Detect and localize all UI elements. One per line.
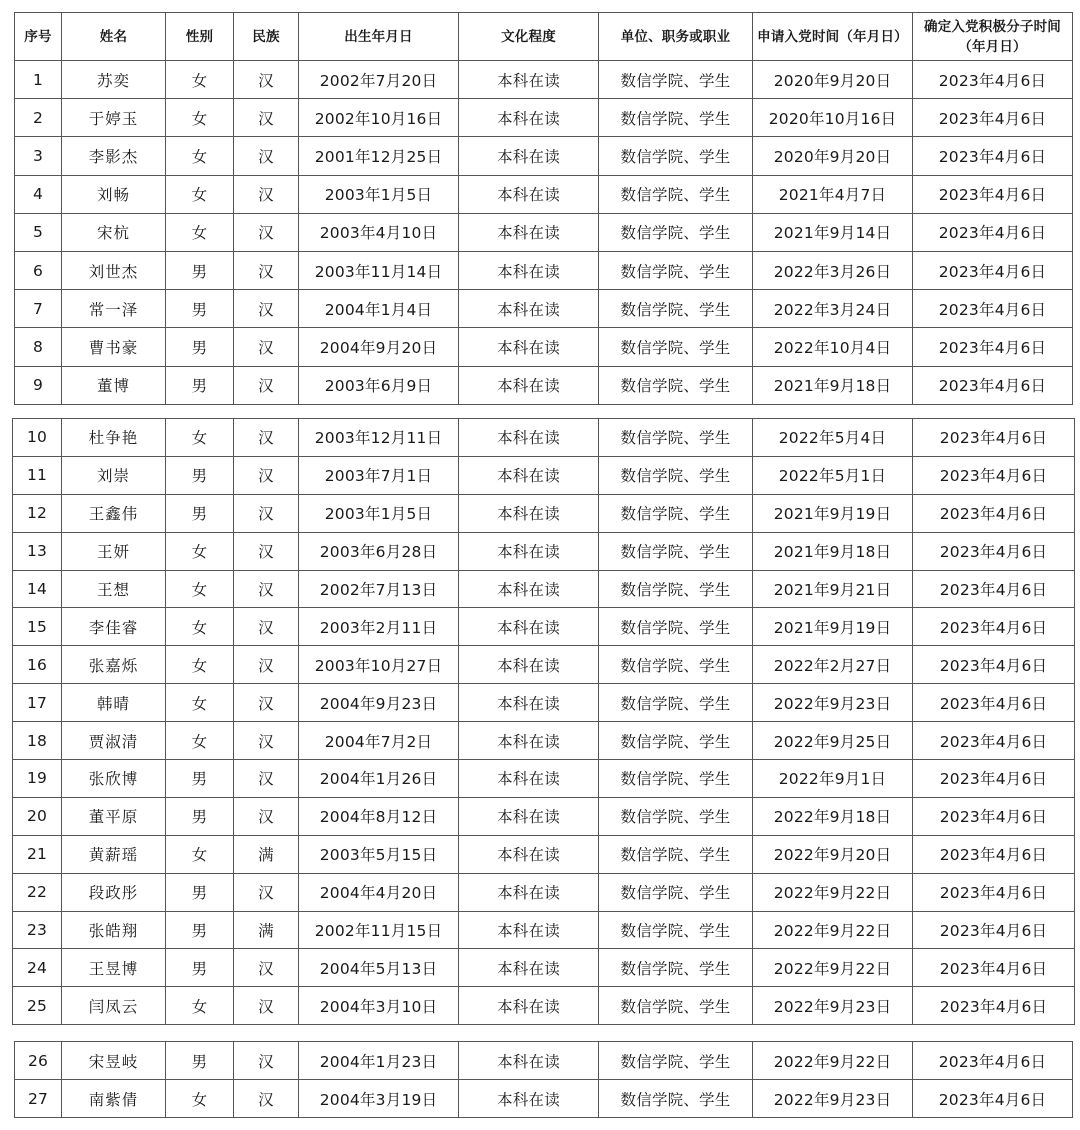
cell-gender: 男 — [166, 760, 234, 798]
cell-gender: 女 — [166, 608, 234, 646]
cell-education: 本科在读 — [459, 290, 599, 328]
cell-ethnicity: 汉 — [234, 61, 299, 99]
cell-activist-date: 2023年4月6日 — [913, 175, 1073, 213]
cell-education: 本科在读 — [459, 328, 599, 366]
cell-name: 刘畅 — [62, 175, 166, 213]
cell-birthdate: 2004年1月26日 — [299, 760, 459, 798]
cell-name: 闫凤云 — [62, 987, 166, 1025]
cell-gender: 男 — [166, 251, 234, 289]
cell-birthdate: 2004年4月20日 — [299, 873, 459, 911]
cell-gender: 男 — [166, 949, 234, 987]
cell-gender: 女 — [166, 61, 234, 99]
cell-gender: 男 — [166, 911, 234, 949]
cell-name: 宋昱岐 — [62, 1042, 166, 1080]
cell-ethnicity: 汉 — [234, 99, 299, 137]
cell-activist-date: 2023年4月6日 — [913, 61, 1073, 99]
cell-name: 李佳睿 — [62, 608, 166, 646]
cell-apply-date: 2021年9月21日 — [753, 570, 913, 608]
table-row — [15, 366, 1073, 404]
cell-birthdate: 2001年12月25日 — [299, 137, 459, 175]
cell-seq: 23 — [13, 911, 62, 949]
cell-apply-date: 2021年9月14日 — [753, 213, 913, 251]
cell-activist-date: 2023年4月6日 — [913, 213, 1073, 251]
cell-seq: 7 — [15, 290, 62, 328]
cell-gender: 男 — [166, 328, 234, 366]
header-gender: 性别 — [166, 13, 234, 61]
cell-gender: 女 — [166, 137, 234, 175]
cell-birthdate: 2003年1月5日 — [299, 494, 459, 532]
cell-unit: 数信学院、学生 — [599, 366, 753, 404]
cell-apply-date: 2022年10月4日 — [753, 328, 913, 366]
table-row — [13, 456, 1075, 494]
cell-unit: 数信学院、学生 — [599, 213, 753, 251]
cell-activist-date: 2023年4月6日 — [913, 290, 1073, 328]
cell-ethnicity: 满 — [234, 911, 299, 949]
table-row — [13, 949, 1075, 987]
cell-name: 李影杰 — [62, 137, 166, 175]
cell-activist-date: 2023年4月6日 — [913, 366, 1073, 404]
table-row — [15, 99, 1073, 137]
cell-education: 本科在读 — [459, 419, 599, 457]
cell-unit: 数信学院、学生 — [599, 494, 753, 532]
cell-ethnicity: 汉 — [234, 137, 299, 175]
cell-gender: 男 — [166, 1042, 234, 1080]
cell-education: 本科在读 — [459, 722, 599, 760]
cell-ethnicity: 汉 — [234, 1080, 299, 1118]
cell-unit: 数信学院、学生 — [599, 61, 753, 99]
cell-name: 张嘉烁 — [62, 646, 166, 684]
cell-unit: 数信学院、学生 — [599, 722, 753, 760]
cell-apply-date: 2022年9月23日 — [753, 1080, 913, 1118]
cell-gender: 男 — [166, 873, 234, 911]
cell-birthdate: 2004年8月12日 — [299, 797, 459, 835]
cell-gender: 男 — [166, 366, 234, 404]
cell-ethnicity: 汉 — [234, 646, 299, 684]
cell-unit: 数信学院、学生 — [599, 290, 753, 328]
table-row — [13, 494, 1075, 532]
cell-education: 本科在读 — [459, 99, 599, 137]
header-ethnicity: 民族 — [234, 13, 299, 61]
table-row — [15, 290, 1073, 328]
cell-name: 董平原 — [62, 797, 166, 835]
cell-seq: 2 — [15, 99, 62, 137]
cell-ethnicity: 汉 — [234, 873, 299, 911]
cell-apply-date: 2021年4月7日 — [753, 175, 913, 213]
table-row — [15, 1042, 1073, 1080]
cell-ethnicity: 汉 — [234, 290, 299, 328]
cell-activist-date: 2023年4月6日 — [913, 251, 1073, 289]
table-row — [15, 175, 1073, 213]
cell-education: 本科在读 — [459, 175, 599, 213]
cell-seq: 20 — [13, 797, 62, 835]
cell-seq: 6 — [15, 251, 62, 289]
cell-unit: 数信学院、学生 — [599, 873, 753, 911]
cell-birthdate: 2003年7月1日 — [299, 456, 459, 494]
table-part-2 — [12, 418, 1075, 1025]
cell-seq: 15 — [13, 608, 62, 646]
header-apply-date: 申请入党时间（年月日） — [753, 13, 913, 61]
cell-ethnicity: 汉 — [234, 570, 299, 608]
header-education: 文化程度 — [459, 13, 599, 61]
cell-unit: 数信学院、学生 — [599, 797, 753, 835]
cell-ethnicity: 汉 — [234, 608, 299, 646]
cell-activist-date: 2023年4月6日 — [913, 949, 1075, 987]
cell-apply-date: 2022年9月23日 — [753, 684, 913, 722]
cell-seq: 9 — [15, 366, 62, 404]
cell-apply-date: 2022年9月22日 — [753, 949, 913, 987]
cell-name: 王昱博 — [62, 949, 166, 987]
cell-birthdate: 2004年9月23日 — [299, 684, 459, 722]
cell-unit: 数信学院、学生 — [599, 1042, 753, 1080]
cell-apply-date: 2020年10月16日 — [753, 99, 913, 137]
cell-education: 本科在读 — [459, 684, 599, 722]
cell-unit: 数信学院、学生 — [599, 456, 753, 494]
cell-ethnicity: 汉 — [234, 722, 299, 760]
cell-education: 本科在读 — [459, 532, 599, 570]
cell-seq: 21 — [13, 835, 62, 873]
cell-ethnicity: 汉 — [234, 213, 299, 251]
cell-seq: 16 — [13, 646, 62, 684]
cell-birthdate: 2003年5月15日 — [299, 835, 459, 873]
cell-gender: 女 — [166, 570, 234, 608]
cell-ethnicity: 汉 — [234, 494, 299, 532]
table-row — [15, 251, 1073, 289]
cell-apply-date: 2021年9月19日 — [753, 608, 913, 646]
table-row — [15, 61, 1073, 99]
cell-unit: 数信学院、学生 — [599, 1080, 753, 1118]
cell-ethnicity: 汉 — [234, 760, 299, 798]
cell-apply-date: 2021年9月18日 — [753, 366, 913, 404]
cell-education: 本科在读 — [459, 570, 599, 608]
cell-seq: 26 — [15, 1042, 62, 1080]
cell-apply-date: 2022年9月18日 — [753, 797, 913, 835]
cell-seq: 1 — [15, 61, 62, 99]
header-activist-date: 确定入党积极分子时间（年月日） — [913, 13, 1073, 61]
cell-apply-date: 2020年9月20日 — [753, 61, 913, 99]
header-name: 姓名 — [62, 13, 166, 61]
cell-unit: 数信学院、学生 — [599, 99, 753, 137]
cell-name: 刘世杰 — [62, 251, 166, 289]
cell-activist-date: 2023年4月6日 — [913, 570, 1075, 608]
cell-unit: 数信学院、学生 — [599, 684, 753, 722]
cell-education: 本科在读 — [459, 1080, 599, 1118]
cell-birthdate: 2002年7月20日 — [299, 61, 459, 99]
cell-name: 刘崇 — [62, 456, 166, 494]
cell-birthdate: 2002年11月15日 — [299, 911, 459, 949]
cell-education: 本科在读 — [459, 797, 599, 835]
header-row — [15, 13, 1073, 61]
cell-ethnicity: 汉 — [234, 328, 299, 366]
table-row — [13, 570, 1075, 608]
cell-education: 本科在读 — [459, 760, 599, 798]
cell-birthdate: 2003年4月10日 — [299, 213, 459, 251]
cell-apply-date: 2021年9月19日 — [753, 494, 913, 532]
cell-ethnicity: 满 — [234, 835, 299, 873]
cell-activist-date: 2023年4月6日 — [913, 722, 1075, 760]
cell-apply-date: 2022年9月1日 — [753, 760, 913, 798]
cell-gender: 男 — [166, 494, 234, 532]
cell-seq: 12 — [13, 494, 62, 532]
cell-education: 本科在读 — [459, 366, 599, 404]
cell-activist-date: 2023年4月6日 — [913, 608, 1075, 646]
table-row — [15, 137, 1073, 175]
cell-apply-date: 2022年9月20日 — [753, 835, 913, 873]
cell-unit: 数信学院、学生 — [599, 760, 753, 798]
cell-apply-date: 2022年9月22日 — [753, 1042, 913, 1080]
table-row — [15, 213, 1073, 251]
cell-activist-date: 2023年4月6日 — [913, 1080, 1073, 1118]
cell-ethnicity: 汉 — [234, 366, 299, 404]
cell-unit: 数信学院、学生 — [599, 949, 753, 987]
cell-ethnicity: 汉 — [234, 456, 299, 494]
cell-ethnicity: 汉 — [234, 1042, 299, 1080]
cell-ethnicity: 汉 — [234, 987, 299, 1025]
cell-education: 本科在读 — [459, 494, 599, 532]
cell-apply-date: 2021年9月18日 — [753, 532, 913, 570]
cell-education: 本科在读 — [459, 873, 599, 911]
cell-ethnicity: 汉 — [234, 797, 299, 835]
cell-ethnicity: 汉 — [234, 251, 299, 289]
cell-apply-date: 2022年9月23日 — [753, 987, 913, 1025]
cell-activist-date: 2023年4月6日 — [913, 911, 1075, 949]
cell-birthdate: 2004年9月20日 — [299, 328, 459, 366]
cell-education: 本科在读 — [459, 213, 599, 251]
cell-name: 常一泽 — [62, 290, 166, 328]
cell-seq: 27 — [15, 1080, 62, 1118]
cell-ethnicity: 汉 — [234, 949, 299, 987]
cell-name: 王想 — [62, 570, 166, 608]
cell-gender: 女 — [166, 213, 234, 251]
cell-gender: 女 — [166, 646, 234, 684]
cell-name: 张欣博 — [62, 760, 166, 798]
cell-activist-date: 2023年4月6日 — [913, 532, 1075, 570]
cell-unit: 数信学院、学生 — [599, 608, 753, 646]
cell-activist-date: 2023年4月6日 — [913, 646, 1075, 684]
cell-education: 本科在读 — [459, 456, 599, 494]
cell-activist-date: 2023年4月6日 — [913, 1042, 1073, 1080]
cell-ethnicity: 汉 — [234, 175, 299, 213]
cell-apply-date: 2022年3月24日 — [753, 290, 913, 328]
header-birthdate: 出生年月日 — [299, 13, 459, 61]
cell-apply-date: 2022年9月22日 — [753, 873, 913, 911]
cell-birthdate: 2003年12月11日 — [299, 419, 459, 457]
table-row — [13, 646, 1075, 684]
cell-apply-date: 2022年2月27日 — [753, 646, 913, 684]
cell-activist-date: 2023年4月6日 — [913, 760, 1075, 798]
cell-gender: 男 — [166, 797, 234, 835]
header-seq: 序号 — [15, 13, 62, 61]
cell-education: 本科在读 — [459, 987, 599, 1025]
cell-education: 本科在读 — [459, 137, 599, 175]
cell-education: 本科在读 — [459, 251, 599, 289]
cell-apply-date: 2022年9月22日 — [753, 911, 913, 949]
cell-unit: 数信学院、学生 — [599, 646, 753, 684]
cell-birthdate: 2003年10月27日 — [299, 646, 459, 684]
table-row — [13, 873, 1075, 911]
table-row — [15, 328, 1073, 366]
cell-unit: 数信学院、学生 — [599, 328, 753, 366]
cell-ethnicity: 汉 — [234, 419, 299, 457]
cell-name: 贾淑清 — [62, 722, 166, 760]
cell-name: 王妍 — [62, 532, 166, 570]
cell-name: 南紫倩 — [62, 1080, 166, 1118]
table-row — [15, 1080, 1073, 1118]
cell-gender: 女 — [166, 987, 234, 1025]
cell-apply-date: 2022年5月1日 — [753, 456, 913, 494]
header-unit: 单位、职务或职业 — [599, 13, 753, 61]
table-row — [13, 911, 1075, 949]
cell-activist-date: 2023年4月6日 — [913, 987, 1075, 1025]
cell-name: 曹书豪 — [62, 328, 166, 366]
table-row — [13, 722, 1075, 760]
cell-seq: 18 — [13, 722, 62, 760]
cell-activist-date: 2023年4月6日 — [913, 835, 1075, 873]
cell-birthdate: 2004年5月13日 — [299, 949, 459, 987]
cell-seq: 25 — [13, 987, 62, 1025]
cell-birthdate: 2003年2月11日 — [299, 608, 459, 646]
table-part-1 — [14, 12, 1073, 405]
cell-name: 董博 — [62, 366, 166, 404]
cell-gender: 女 — [166, 99, 234, 137]
cell-education: 本科在读 — [459, 1042, 599, 1080]
cell-seq: 4 — [15, 175, 62, 213]
cell-gender: 女 — [166, 1080, 234, 1118]
cell-unit: 数信学院、学生 — [599, 987, 753, 1025]
cell-apply-date: 2022年9月25日 — [753, 722, 913, 760]
cell-birthdate: 2004年3月19日 — [299, 1080, 459, 1118]
table-row — [13, 608, 1075, 646]
cell-activist-date: 2023年4月6日 — [913, 684, 1075, 722]
cell-birthdate: 2003年11月14日 — [299, 251, 459, 289]
cell-unit: 数信学院、学生 — [599, 911, 753, 949]
table-row — [13, 760, 1075, 798]
cell-gender: 女 — [166, 175, 234, 213]
cell-apply-date: 2022年5月4日 — [753, 419, 913, 457]
cell-apply-date: 2022年3月26日 — [753, 251, 913, 289]
cell-unit: 数信学院、学生 — [599, 251, 753, 289]
cell-seq: 24 — [13, 949, 62, 987]
cell-name: 宋杭 — [62, 213, 166, 251]
cell-ethnicity: 汉 — [234, 684, 299, 722]
cell-activist-date: 2023年4月6日 — [913, 137, 1073, 175]
cell-seq: 13 — [13, 532, 62, 570]
cell-activist-date: 2023年4月6日 — [913, 873, 1075, 911]
cell-birthdate: 2004年3月10日 — [299, 987, 459, 1025]
table-row — [13, 684, 1075, 722]
table-row — [13, 987, 1075, 1025]
table-row — [13, 797, 1075, 835]
cell-name: 于婷玉 — [62, 99, 166, 137]
table-row — [13, 532, 1075, 570]
cell-education: 本科在读 — [459, 949, 599, 987]
cell-unit: 数信学院、学生 — [599, 137, 753, 175]
table-row — [13, 835, 1075, 873]
cell-gender: 男 — [166, 456, 234, 494]
cell-unit: 数信学院、学生 — [599, 835, 753, 873]
cell-gender: 女 — [166, 835, 234, 873]
cell-seq: 5 — [15, 213, 62, 251]
cell-activist-date: 2023年4月6日 — [913, 494, 1075, 532]
cell-education: 本科在读 — [459, 61, 599, 99]
cell-birthdate: 2004年1月4日 — [299, 290, 459, 328]
cell-seq: 14 — [13, 570, 62, 608]
cell-gender: 女 — [166, 532, 234, 570]
cell-name: 韩晴 — [62, 684, 166, 722]
cell-activist-date: 2023年4月6日 — [913, 99, 1073, 137]
cell-activist-date: 2023年4月6日 — [913, 797, 1075, 835]
cell-name: 段政彤 — [62, 873, 166, 911]
cell-unit: 数信学院、学生 — [599, 419, 753, 457]
cell-ethnicity: 汉 — [234, 532, 299, 570]
cell-name: 王鑫伟 — [62, 494, 166, 532]
cell-seq: 17 — [13, 684, 62, 722]
cell-name: 苏奕 — [62, 61, 166, 99]
cell-birthdate: 2004年1月23日 — [299, 1042, 459, 1080]
cell-birthdate: 2003年6月9日 — [299, 366, 459, 404]
cell-seq: 11 — [13, 456, 62, 494]
cell-name: 杜争艳 — [62, 419, 166, 457]
cell-activist-date: 2023年4月6日 — [913, 456, 1075, 494]
cell-birthdate: 2003年6月28日 — [299, 532, 459, 570]
table-part-3 — [14, 1041, 1073, 1118]
cell-seq: 8 — [15, 328, 62, 366]
cell-birthdate: 2004年7月2日 — [299, 722, 459, 760]
cell-name: 张皓翔 — [62, 911, 166, 949]
cell-unit: 数信学院、学生 — [599, 570, 753, 608]
cell-unit: 数信学院、学生 — [599, 532, 753, 570]
cell-education: 本科在读 — [459, 835, 599, 873]
cell-birthdate: 2002年7月13日 — [299, 570, 459, 608]
cell-gender: 男 — [166, 290, 234, 328]
cell-gender: 女 — [166, 684, 234, 722]
cell-seq: 22 — [13, 873, 62, 911]
cell-education: 本科在读 — [459, 646, 599, 684]
table-row — [13, 419, 1075, 457]
cell-seq: 10 — [13, 419, 62, 457]
cell-birthdate: 2002年10月16日 — [299, 99, 459, 137]
cell-unit: 数信学院、学生 — [599, 175, 753, 213]
cell-apply-date: 2020年9月20日 — [753, 137, 913, 175]
cell-name: 黄薪瑶 — [62, 835, 166, 873]
cell-seq: 3 — [15, 137, 62, 175]
cell-activist-date: 2023年4月6日 — [913, 328, 1073, 366]
cell-birthdate: 2003年1月5日 — [299, 175, 459, 213]
cell-education: 本科在读 — [459, 911, 599, 949]
cell-gender: 女 — [166, 419, 234, 457]
cell-gender: 女 — [166, 722, 234, 760]
cell-seq: 19 — [13, 760, 62, 798]
cell-activist-date: 2023年4月6日 — [913, 419, 1075, 457]
cell-education: 本科在读 — [459, 608, 599, 646]
